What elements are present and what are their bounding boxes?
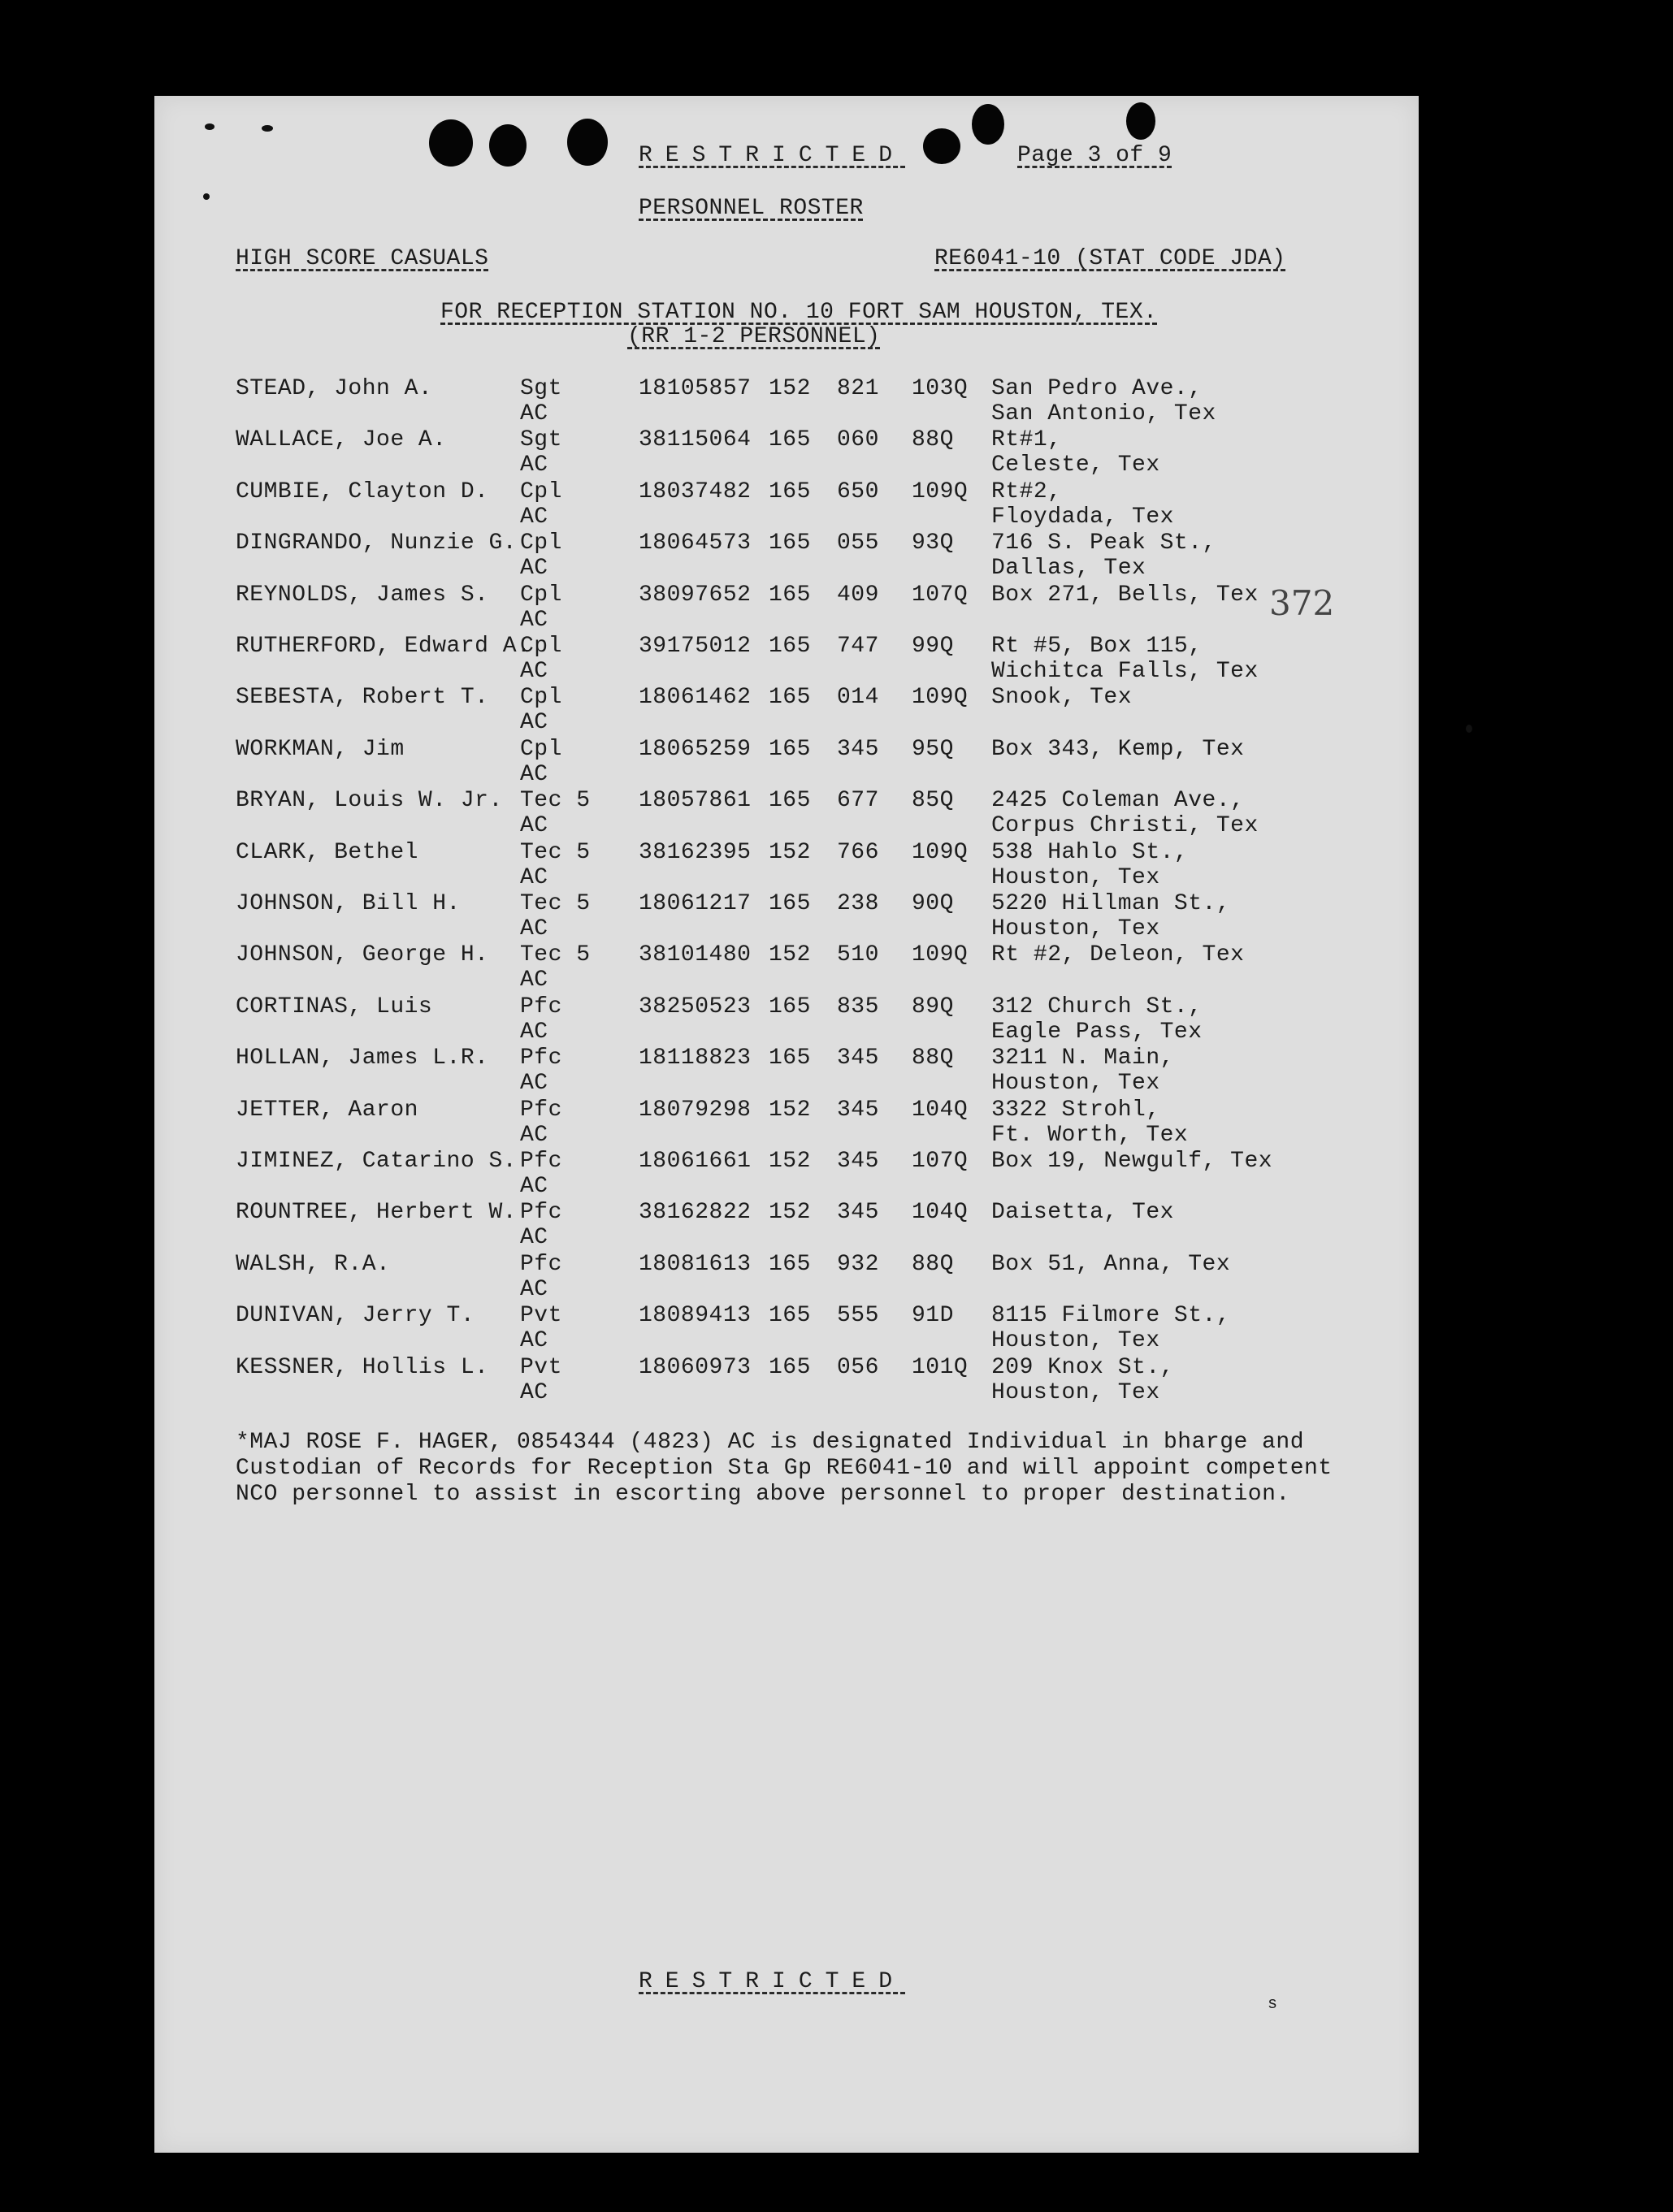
branch-cell: AC [520, 556, 548, 582]
code1-cell: 165 [769, 427, 811, 453]
code1-cell: 165 [769, 736, 811, 762]
branch-cell: AC [520, 1379, 548, 1405]
address-line1-cell: 5220 Hillman St., [991, 891, 1231, 916]
name-cell: REYNOLDS, James S. [236, 582, 489, 608]
score-cell: 103Q [912, 376, 969, 401]
code2-cell: 238 [837, 891, 879, 916]
address-line1-cell: Rt#1, [991, 427, 1062, 453]
rank-cell: Sgt [520, 427, 562, 453]
address-line1-cell: Rt#2, [991, 478, 1062, 504]
punch-hole-6 [1126, 102, 1155, 140]
roster-title: PERSONNEL ROSTER [639, 196, 864, 221]
rank-cell: Cpl [520, 582, 562, 608]
speck [205, 123, 215, 130]
code2-cell: 821 [837, 376, 879, 401]
code2-cell: 060 [837, 427, 879, 453]
rank-cell: Pfc [520, 993, 562, 1019]
branch-cell: AC [520, 967, 548, 993]
roster-row [154, 376, 1419, 428]
code1-cell: 165 [769, 634, 811, 659]
address-line1-cell: San Pedro Ave., [991, 376, 1203, 401]
branch-cell: AC [520, 813, 548, 839]
code1-cell: 152 [769, 1149, 811, 1174]
address-line1-cell: 8115 Filmore St., [991, 1303, 1231, 1329]
speck [203, 193, 210, 200]
name-cell: CORTINAS, Luis [236, 993, 433, 1019]
score-cell: 89Q [912, 993, 954, 1019]
address-line2-cell: Celeste, Tex [991, 452, 1160, 478]
name-cell: BRYAN, Louis W. Jr. [236, 788, 503, 814]
serial-cell: 39175012 [639, 634, 752, 659]
address-line2-cell: Houston, Tex [991, 864, 1160, 890]
address-line2-cell: Houston, Tex [991, 1328, 1160, 1354]
branch-cell: AC [520, 864, 548, 890]
restricted-header: RESTRICTED [639, 143, 906, 168]
score-cell: 99Q [912, 634, 954, 659]
roster-row [154, 530, 1419, 582]
punch-hole-1 [429, 119, 473, 167]
note-line: Custodian of Records for Reception Sta Gp RE6041-10 and will appoint competent [236, 1456, 1333, 1481]
code2-cell: 835 [837, 993, 879, 1019]
roster-row [154, 840, 1419, 892]
roster-page [154, 96, 1419, 2153]
roster-row [154, 427, 1419, 479]
score-cell: 109Q [912, 685, 969, 711]
note-line: *MAJ ROSE F. HAGER, 0854344 (4823) AC is designated Individual in bharge and [236, 1430, 1305, 1455]
code2-cell: 555 [837, 1303, 879, 1329]
code2-cell: 014 [837, 685, 879, 711]
score-cell: 109Q [912, 839, 969, 865]
serial-cell: 18081613 [639, 1251, 752, 1277]
address-line1-cell: Box 271, Bells, Tex [991, 582, 1259, 608]
score-cell: 88Q [912, 1251, 954, 1277]
serial-cell: 18061462 [639, 685, 752, 711]
address-line2-cell: Houston, Tex [991, 1071, 1160, 1097]
rank-cell: Cpl [520, 478, 562, 504]
name-cell: ROUNTREE, Herbert W. [236, 1200, 518, 1226]
code1-cell: 165 [769, 993, 811, 1019]
rank-cell: Pfc [520, 1200, 562, 1226]
code2-cell: 766 [837, 839, 879, 865]
corner-mark: s [1268, 1995, 1278, 2014]
note-line: NCO personnel to assist in escorting above personnel to proper destination. [236, 1482, 1290, 1507]
roster-row [154, 1097, 1419, 1149]
roster-row [154, 582, 1419, 634]
rank-cell: Pfc [520, 1045, 562, 1071]
punch-hole-3 [567, 119, 608, 166]
serial-cell: 18079298 [639, 1097, 752, 1123]
code1-cell: 165 [769, 788, 811, 814]
code1-cell: 152 [769, 1200, 811, 1226]
branch-cell: AC [520, 1174, 548, 1199]
branch-cell: AC [520, 607, 548, 633]
rank-cell: Pvt [520, 1354, 562, 1380]
roster-row [154, 1045, 1419, 1097]
code1-cell: 165 [769, 1354, 811, 1380]
serial-cell: 18105857 [639, 376, 752, 401]
serial-cell: 18118823 [639, 1045, 752, 1071]
address-line1-cell: Rt #2, Deleon, Tex [991, 942, 1245, 968]
branch-cell: AC [520, 1071, 548, 1097]
address-line1-cell: 2425 Coleman Ave., [991, 788, 1245, 814]
address-line1-cell: 312 Church St., [991, 993, 1203, 1019]
code2-cell: 650 [837, 478, 879, 504]
code2-cell: 345 [837, 1149, 879, 1174]
punch-hole-2 [489, 124, 527, 167]
name-cell: HOLLAN, James L.R. [236, 1045, 489, 1071]
serial-cell: 18061217 [639, 891, 752, 916]
address-line2-cell: Ft. Worth, Tex [991, 1122, 1189, 1148]
name-cell: CLARK, Bethel [236, 839, 418, 865]
serial-cell: 18060973 [639, 1354, 752, 1380]
rank-cell: Cpl [520, 634, 562, 659]
score-cell: 109Q [912, 478, 969, 504]
roster-row [154, 479, 1419, 531]
code2-cell: 055 [837, 530, 879, 556]
rank-cell: Cpl [520, 685, 562, 711]
restricted-footer: RESTRICTED [639, 1969, 906, 1994]
reception-station-line: FOR RECEPTION STATION NO. 10 FORT SAM HOUSTON, TEX. [440, 300, 1158, 325]
name-cell: WALSH, R.A. [236, 1251, 391, 1277]
serial-cell: 18089413 [639, 1303, 752, 1329]
rank-cell: Tec 5 [520, 839, 591, 865]
serial-cell: 38162395 [639, 839, 752, 865]
roster-row [154, 1149, 1419, 1201]
rank-cell: Cpl [520, 736, 562, 762]
code1-cell: 165 [769, 1045, 811, 1071]
score-cell: 101Q [912, 1354, 969, 1380]
code2-cell: 056 [837, 1354, 879, 1380]
code1-cell: 152 [769, 376, 811, 401]
roster-row [154, 685, 1419, 737]
serial-cell: 38115064 [639, 427, 752, 453]
roster-row [154, 1252, 1419, 1304]
roster-row [154, 891, 1419, 943]
page-number: Page 3 of 9 [1017, 143, 1172, 168]
code2-cell: 345 [837, 1200, 879, 1226]
serial-cell: 38250523 [639, 993, 752, 1019]
address-line1-cell: 209 Knox St., [991, 1354, 1174, 1380]
code2-cell: 510 [837, 942, 879, 968]
branch-cell: AC [520, 452, 548, 478]
serial-cell: 18061661 [639, 1149, 752, 1174]
address-line2-cell: Floydada, Tex [991, 504, 1174, 530]
speck [262, 125, 273, 132]
rr-personnel-line: (RR 1-2 PERSONNEL) [627, 324, 881, 349]
address-line2-cell: Houston, Tex [991, 1379, 1160, 1405]
roster-row [154, 1303, 1419, 1355]
score-cell: 95Q [912, 736, 954, 762]
code1-cell: 165 [769, 891, 811, 916]
branch-cell: AC [520, 1122, 548, 1148]
branch-cell: AC [520, 504, 548, 530]
code1-cell: 165 [769, 530, 811, 556]
address-line1-cell: 538 Hahlo St., [991, 839, 1189, 865]
name-cell: WORKMAN, Jim [236, 736, 405, 762]
code1-cell: 165 [769, 1303, 811, 1329]
code1-cell: 165 [769, 478, 811, 504]
high-score-casuals-label: HIGH SCORE CASUALS [236, 246, 489, 271]
roster-row [154, 788, 1419, 840]
branch-cell: AC [520, 401, 548, 426]
code1-cell: 152 [769, 1097, 811, 1123]
rank-cell: Tec 5 [520, 942, 591, 968]
rank-cell: Tec 5 [520, 788, 591, 814]
code2-cell: 409 [837, 582, 879, 608]
address-line2-cell: Dallas, Tex [991, 556, 1146, 582]
score-cell: 88Q [912, 427, 954, 453]
rank-cell: Pfc [520, 1097, 562, 1123]
rank-cell: Pfc [520, 1251, 562, 1277]
name-cell: STEAD, John A. [236, 376, 433, 401]
branch-cell: AC [520, 1328, 548, 1354]
rank-cell: Pvt [520, 1303, 562, 1329]
serial-cell: 38101480 [639, 942, 752, 968]
code1-cell: 152 [769, 839, 811, 865]
name-cell: DUNIVAN, Jerry T. [236, 1303, 475, 1329]
name-cell: JETTER, Aaron [236, 1097, 418, 1123]
branch-cell: AC [520, 659, 548, 684]
address-line1-cell: Snook, Tex [991, 685, 1133, 711]
code2-cell: 932 [837, 1251, 879, 1277]
score-cell: 88Q [912, 1045, 954, 1071]
rank-cell: Cpl [520, 530, 562, 556]
speck [1466, 725, 1472, 733]
address-line2-cell: Wichitca Falls, Tex [991, 659, 1259, 684]
name-cell: KESSNER, Hollis L. [236, 1354, 489, 1380]
code1-cell: 165 [769, 582, 811, 608]
score-cell: 93Q [912, 530, 954, 556]
address-line2-cell: San Antonio, Tex [991, 401, 1216, 426]
name-cell: CUMBIE, Clayton D. [236, 478, 489, 504]
code2-cell: 345 [837, 1097, 879, 1123]
serial-cell: 18057861 [639, 788, 752, 814]
serial-cell: 18065259 [639, 736, 752, 762]
name-cell: WALLACE, Joe A. [236, 427, 447, 453]
branch-cell: AC [520, 710, 548, 736]
code1-cell: 165 [769, 1251, 811, 1277]
code2-cell: 747 [837, 634, 879, 659]
branch-cell: AC [520, 761, 548, 787]
roster-row [154, 1355, 1419, 1407]
score-cell: 85Q [912, 788, 954, 814]
branch-cell: AC [520, 916, 548, 942]
serial-cell: 18064573 [639, 530, 752, 556]
punch-hole-5 [972, 104, 1004, 145]
code2-cell: 345 [837, 1045, 879, 1071]
serial-cell: 18037482 [639, 478, 752, 504]
serial-cell: 38097652 [639, 582, 752, 608]
roster-code: RE6041-10 (STAT CODE JDA) [934, 246, 1286, 271]
punch-hole-4 [923, 128, 960, 164]
name-cell: JIMINEZ, Catarino S. [236, 1149, 518, 1174]
code2-cell: 677 [837, 788, 879, 814]
name-cell: JOHNSON, George H. [236, 942, 489, 968]
name-cell: DINGRANDO, Nunzie G. [236, 530, 518, 556]
score-cell: 91D [912, 1303, 954, 1329]
score-cell: 104Q [912, 1200, 969, 1226]
address-line1-cell: Daisetta, Tex [991, 1200, 1174, 1226]
address-line2-cell: Houston, Tex [991, 916, 1160, 942]
name-cell: JOHNSON, Bill H. [236, 891, 461, 916]
branch-cell: AC [520, 1276, 548, 1302]
score-cell: 109Q [912, 942, 969, 968]
address-line1-cell: 3211 N. Main, [991, 1045, 1174, 1071]
margin-stamp-number: 372 [1269, 583, 1335, 623]
roster-row [154, 634, 1419, 686]
roster-row [154, 1200, 1419, 1252]
address-line1-cell: 716 S. Peak St., [991, 530, 1216, 556]
roster-row [154, 942, 1419, 994]
code2-cell: 345 [837, 736, 879, 762]
branch-cell: AC [520, 1019, 548, 1045]
score-cell: 90Q [912, 891, 954, 916]
address-line1-cell: 3322 Strohl, [991, 1097, 1160, 1123]
address-line2-cell: Corpus Christi, Tex [991, 813, 1259, 839]
name-cell: SEBESTA, Robert T. [236, 685, 489, 711]
code1-cell: 152 [769, 942, 811, 968]
address-line1-cell: Rt #5, Box 115, [991, 634, 1203, 659]
code1-cell: 165 [769, 685, 811, 711]
score-cell: 104Q [912, 1097, 969, 1123]
branch-cell: AC [520, 1225, 548, 1251]
rank-cell: Sgt [520, 376, 562, 401]
address-line1-cell: Box 343, Kemp, Tex [991, 736, 1245, 762]
name-cell: RUTHERFORD, Edward A. [236, 634, 531, 659]
roster-row [154, 737, 1419, 789]
score-cell: 107Q [912, 582, 969, 608]
score-cell: 107Q [912, 1149, 969, 1174]
address-line1-cell: Box 19, Newgulf, Tex [991, 1149, 1273, 1174]
address-line1-cell: Box 51, Anna, Tex [991, 1251, 1231, 1277]
rank-cell: Pfc [520, 1149, 562, 1174]
custodian-note [236, 1430, 1333, 1508]
address-line2-cell: Eagle Pass, Tex [991, 1019, 1203, 1045]
rank-cell: Tec 5 [520, 891, 591, 916]
serial-cell: 38162822 [639, 1200, 752, 1226]
roster-row [154, 994, 1419, 1046]
